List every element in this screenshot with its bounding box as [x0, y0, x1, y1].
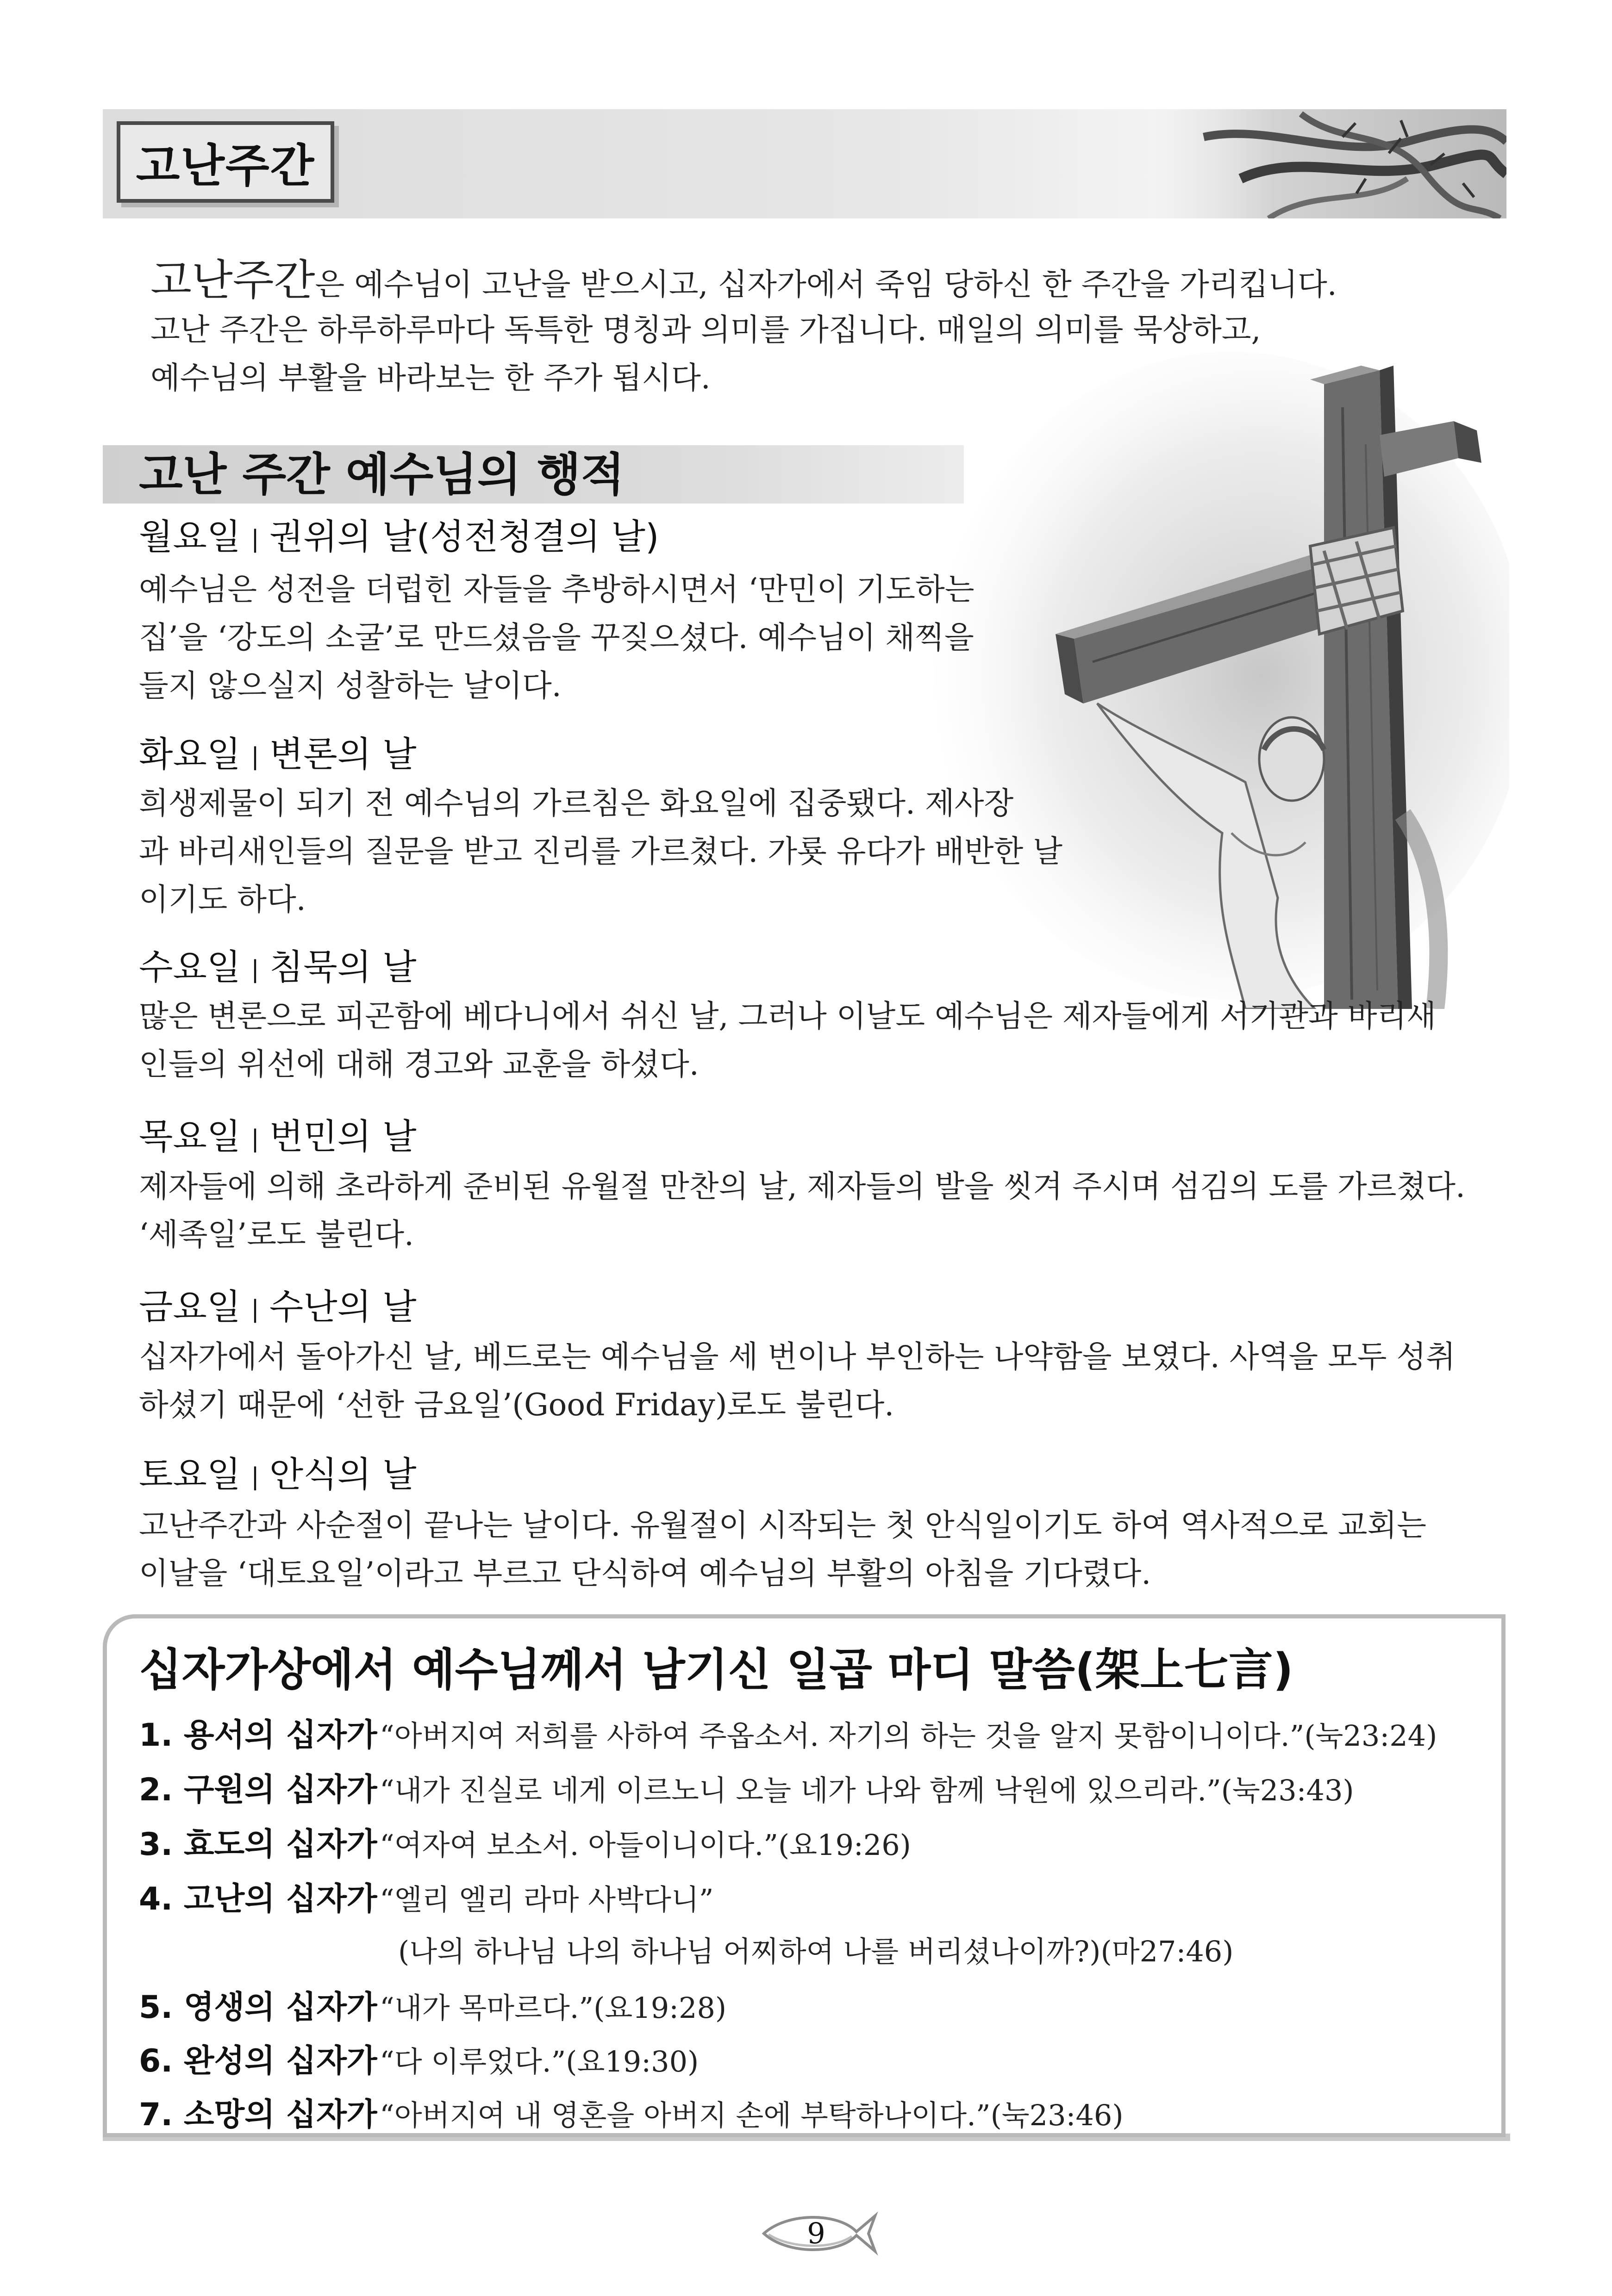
day-separator: | [251, 1125, 259, 1153]
page-title-box [117, 121, 334, 203]
intro-line-1 [150, 255, 1337, 305]
page-number: 9 [807, 2216, 825, 2250]
day-heading-thursday [139, 1116, 417, 1157]
day-label: 토요일 [139, 1454, 241, 1495]
day-text-line: 예수님은 성전을 더럽힌 자들을 추방하시면서 ‘만민이 기도하는 [139, 572, 975, 607]
seven-words-item [139, 2099, 1124, 2131]
page-title: 고난주간 [136, 139, 315, 193]
day-text-line: 집’을 ‘강도의 소굴’로 만드셨음을 꾸짖으셨다. 예수님이 채찍을 [139, 620, 974, 655]
day-heading-friday [139, 1286, 417, 1327]
seven-words-item [139, 1989, 727, 2026]
seven-words-item-continuation [398, 1937, 1233, 1966]
seven-words-title: 십자가상에서 예수님께서 남기신 일곱 마디 말씀(架上七言) [139, 1644, 1293, 1696]
day-text-line: 하셨기 때문에 ‘선한 금요일’(Good Friday)로도 불린다. [139, 1387, 894, 1423]
word-label: 1. 용서의 십자가 [139, 1717, 377, 1754]
word-quote: “여자여 보소서. 아들이니이다.”(요19:26) [380, 1828, 911, 1862]
intro-line-1-text: 은 예수님이 고난을 받으시고, 십자가에서 죽임 당하신 한 주간을 가리킵니다. [315, 267, 1337, 302]
day-text-line: 이기도 하다. [139, 882, 306, 917]
seven-words-item [139, 1826, 911, 1863]
day-text-line: 들지 않으실지 성찰하는 날이다. [139, 668, 562, 703]
word-label: 5. 영생의 십자가 [139, 1989, 377, 2026]
day-name: 수난의 날 [269, 1286, 417, 1327]
day-heading-tuesday [139, 734, 417, 775]
word-quote: “아버지여 내 영혼을 아버지 손에 부탁하나이다.”(눅23:46) [380, 2098, 1124, 2132]
day-label: 화요일 [139, 734, 241, 775]
day-separator: | [251, 1295, 259, 1323]
day-name: 변론의 날 [269, 734, 417, 775]
crucifixion-illustration [880, 352, 1509, 1009]
day-label: 목요일 [139, 1116, 241, 1157]
intro-line-3: 예수님의 부활을 바라보는 한 주가 됩시다. [150, 360, 711, 396]
seven-words-item [139, 1717, 1437, 1754]
seven-words-item [139, 2043, 699, 2079]
word-quote: “내가 진실로 네게 이르노니 오늘 네가 나와 함께 낙원에 있으리라.”(눅23:43) [380, 1773, 1354, 1807]
day-separator: | [251, 956, 259, 983]
day-text-line: 이날을 ‘대토요일’이라고 부르고 단식하여 예수님의 부활의 아침을 기다렸다. [139, 1556, 1151, 1591]
word-quote: “아버지여 저희를 사하여 주옵소서. 자기의 하는 것을 알지 못함이니이다.”(눅23:24) [380, 1719, 1437, 1753]
day-name: 안식의 날 [269, 1454, 417, 1495]
day-text-line: 십자가에서 돌아가신 날, 베드로는 예수님을 세 번이나 부인하는 나약함을 보였다. 사역을 모두 성취 [139, 1339, 1456, 1375]
word-label: 3. 효도의 십자가 [139, 1826, 377, 1863]
word-label: 4. 고난의 십자가 [139, 1881, 377, 1917]
day-text-line: 과 바리새인들의 질문을 받고 진리를 가르쳤다. 가룟 유다가 배반한 날 [139, 834, 1062, 869]
word-label: 2. 구원의 십자가 [139, 1772, 377, 1808]
section-title: 고난 주간 예수님의 행적 [139, 448, 625, 501]
day-text-line: 많은 변론으로 피곤함에 베다니에서 쉬신 날, 그러나 이날도 예수님은 제자들에게 서기관과 바리새 [139, 998, 1436, 1034]
word-quote: “엘리 엘리 라마 사박다니” [380, 1883, 714, 1916]
intro-lead-word: 고난주간 [150, 255, 315, 305]
day-separator: | [251, 525, 259, 553]
day-name: 침묵의 날 [269, 946, 417, 988]
word-label: 6. 완성의 십자가 [139, 2043, 377, 2079]
word-quote: “다 이루었다.”(요19:30) [380, 2045, 699, 2078]
day-text-line: 제자들에 의해 초라하게 준비된 유월절 만찬의 날, 제자들의 발을 씻겨 주시며 섬김의 도를 가르쳤다. [139, 1169, 1465, 1204]
seven-words-item [139, 1774, 1354, 1806]
intro-line-2: 고난 주간은 하루하루마다 독특한 명칭과 의미를 가집니다. 매일의 의미를 묵상하고, [150, 312, 1261, 348]
day-heading-monday [139, 516, 659, 557]
day-name: 권위의 날(성전청결의 날) [269, 516, 659, 557]
word-quote: (나의 하나님 나의 하나님 어찌하여 나를 버리셨나이까?)(마27:46) [398, 1935, 1234, 1968]
word-quote: “내가 목마르다.”(요19:28) [380, 1991, 727, 2025]
day-text-line: 인들의 위선에 대해 경고와 교훈을 하셨다. [139, 1046, 699, 1082]
day-text-line: ‘세족일’로도 불린다. [139, 1217, 414, 1252]
day-separator: | [251, 743, 259, 771]
crown-of-thorns-image [1148, 109, 1506, 218]
seven-words-item [139, 1881, 714, 1917]
day-label: 금요일 [139, 1286, 241, 1327]
day-label: 수요일 [139, 946, 241, 988]
day-heading-wednesday [139, 946, 417, 988]
day-text-line: 고난주간과 사순절이 끝나는 날이다. 유월절이 시작되는 첫 안식일이기도 하여 역사적으로 교회는 [139, 1507, 1427, 1543]
day-label: 월요일 [139, 516, 241, 557]
day-heading-saturday [139, 1454, 417, 1495]
day-text-line: 희생제물이 되기 전 예수님의 가르침은 화요일에 집중됐다. 제사장 [139, 785, 1014, 821]
word-label: 7. 소망의 십자가 [139, 2097, 377, 2133]
day-separator: | [251, 1463, 259, 1491]
day-name: 번민의 날 [269, 1116, 417, 1157]
